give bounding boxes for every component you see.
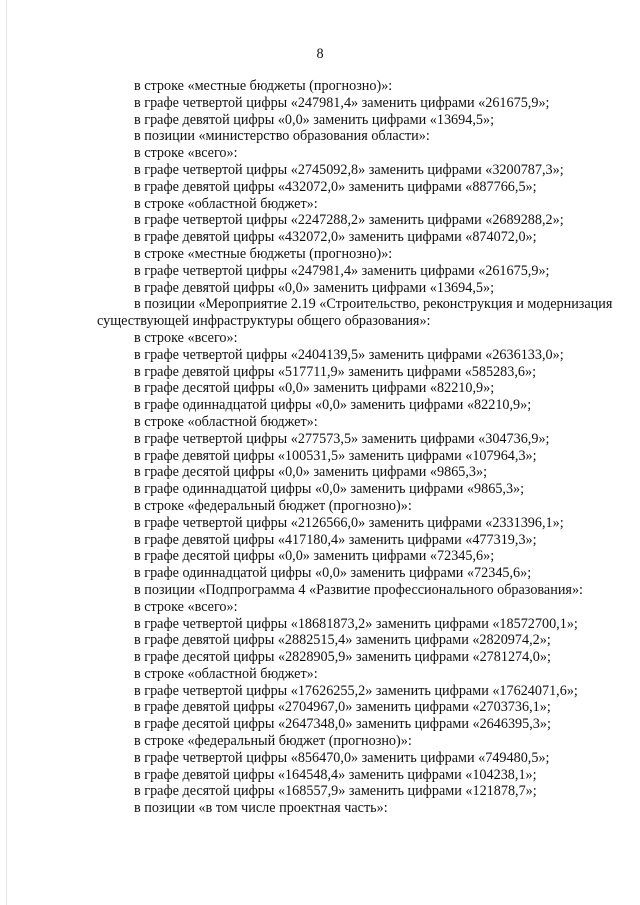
text-line: в графе девятой цифры «432072,0» заменить цифрами «887766,5»; (134, 178, 537, 195)
text-line: в графе девятой цифры «2704967,0» заменить цифрами «2703736,1»; (134, 699, 551, 716)
text-line: в графе девятой цифры «0,0» заменить цифрами «13694,5»; (134, 279, 495, 296)
text-line: существующей инфраструктуры общего образования»: (97, 313, 431, 330)
text-line: в графе девятой цифры «100531,5» заменить цифрами «107964,3»; (134, 447, 537, 464)
text-line: в позиции «Подпрограмма 4 «Развитие профессионального образования»: (134, 581, 583, 598)
text-line: в строке «областной бюджет»: (134, 195, 318, 212)
page-number: 8 (316, 46, 324, 62)
text-line: в графе десятой цифры «168557,9» заменить цифрами «121878,7»; (134, 783, 537, 800)
document-body (97, 78, 613, 817)
text-line: в графе девятой цифры «2882515,4» заменить цифрами «2820974,2»; (134, 632, 551, 649)
text-line: в графе четвертой цифры «2126566,0» заменить цифрами «2331396,1»; (134, 514, 564, 531)
text-line: в графе одиннадцатой цифры «0,0» заменить цифрами «82210,9»; (134, 397, 532, 414)
text-line: в графе четвертой цифры «277573,5» заменить цифрами «304736,9»; (134, 430, 550, 447)
text-line: в строке «местные бюджеты (прогнозно)»: (134, 245, 393, 262)
text-line: в строке «всего»: (134, 329, 238, 346)
text-line: в графе четвертой цифры «17626255,2» заменить цифрами «17624071,6»; (134, 682, 578, 699)
text-line: в графе десятой цифры «0,0» заменить цифрами «82210,9»; (134, 380, 495, 397)
text-line: в графе девятой цифры «432072,0» заменить цифрами «874072,0»; (134, 229, 537, 246)
text-line: в графе девятой цифры «0,0» заменить цифрами «13694,5»; (134, 111, 495, 128)
text-line: в графе одиннадцатой цифры «0,0» заменить цифрами «72345,6»; (134, 565, 532, 582)
text-line: в графе четвертой цифры «18681873,2» заменить цифрами «18572700,1»; (134, 615, 578, 632)
text-line: в графе десятой цифры «2647348,0» заменить цифрами «2646395,3»; (134, 716, 551, 733)
text-line: в строке «всего»: (134, 598, 238, 615)
text-line: в графе четвертой цифры «247981,4» заменить цифрами «261675,9»; (134, 94, 550, 111)
text-line: в графе четвертой цифры «2745092,8» заменить цифрами «3200787,3»; (134, 161, 564, 178)
text-line: в строке «федеральный бюджет (прогнозно)»: (134, 497, 412, 514)
text-line: в строке «местные бюджеты (прогнозно)»: (134, 78, 393, 94)
text-line: в графе десятой цифры «2828905,9» заменить цифрами «2781274,0»; (134, 649, 551, 666)
text-line: в графе девятой цифры «517711,9» заменить цифрами «585283,6»; (134, 363, 537, 380)
text-line: в позиции «Мероприятие 2.19 «Строительство, реконструкция и модернизация (134, 296, 613, 313)
text-line: в графе десятой цифры «0,0» заменить цифрами «9865,3»; (134, 464, 488, 481)
text-line: в строке «областной бюджет»: (134, 413, 318, 430)
text-line: в строке «федеральный бюджет (прогнозно)»: (134, 733, 412, 750)
text-line: в графе четвертой цифры «2404139,5» заменить цифрами «2636133,0»; (134, 346, 564, 363)
text-line: в графе девятой цифры «164548,4» заменить цифрами «104238,1»; (134, 766, 537, 783)
scan-edge-line (6, 0, 7, 905)
text-line: в графе девятой цифры «417180,4» заменить цифрами «477319,3»; (134, 531, 537, 548)
text-line: в позиции «в том числе проектная часть»: (134, 800, 388, 817)
text-line: в позиции «министерство образования области»: (134, 128, 430, 145)
text-line: в строке «всего»: (134, 145, 238, 162)
text-line: в графе четвертой цифры «856470,0» заменить цифрами «749480,5»; (134, 749, 550, 766)
text-line: в графе одиннадцатой цифры «0,0» заменить цифрами «9865,3»; (134, 481, 525, 498)
text-line: в графе четвертой цифры «247981,4» заменить цифрами «261675,9»; (134, 262, 550, 279)
text-line: в графе десятой цифры «0,0» заменить цифрами «72345,6»; (134, 548, 495, 565)
text-line: в графе четвертой цифры «2247288,2» заменить цифрами «2689288,2»; (134, 212, 564, 229)
text-line: в строке «областной бюджет»: (134, 665, 318, 682)
